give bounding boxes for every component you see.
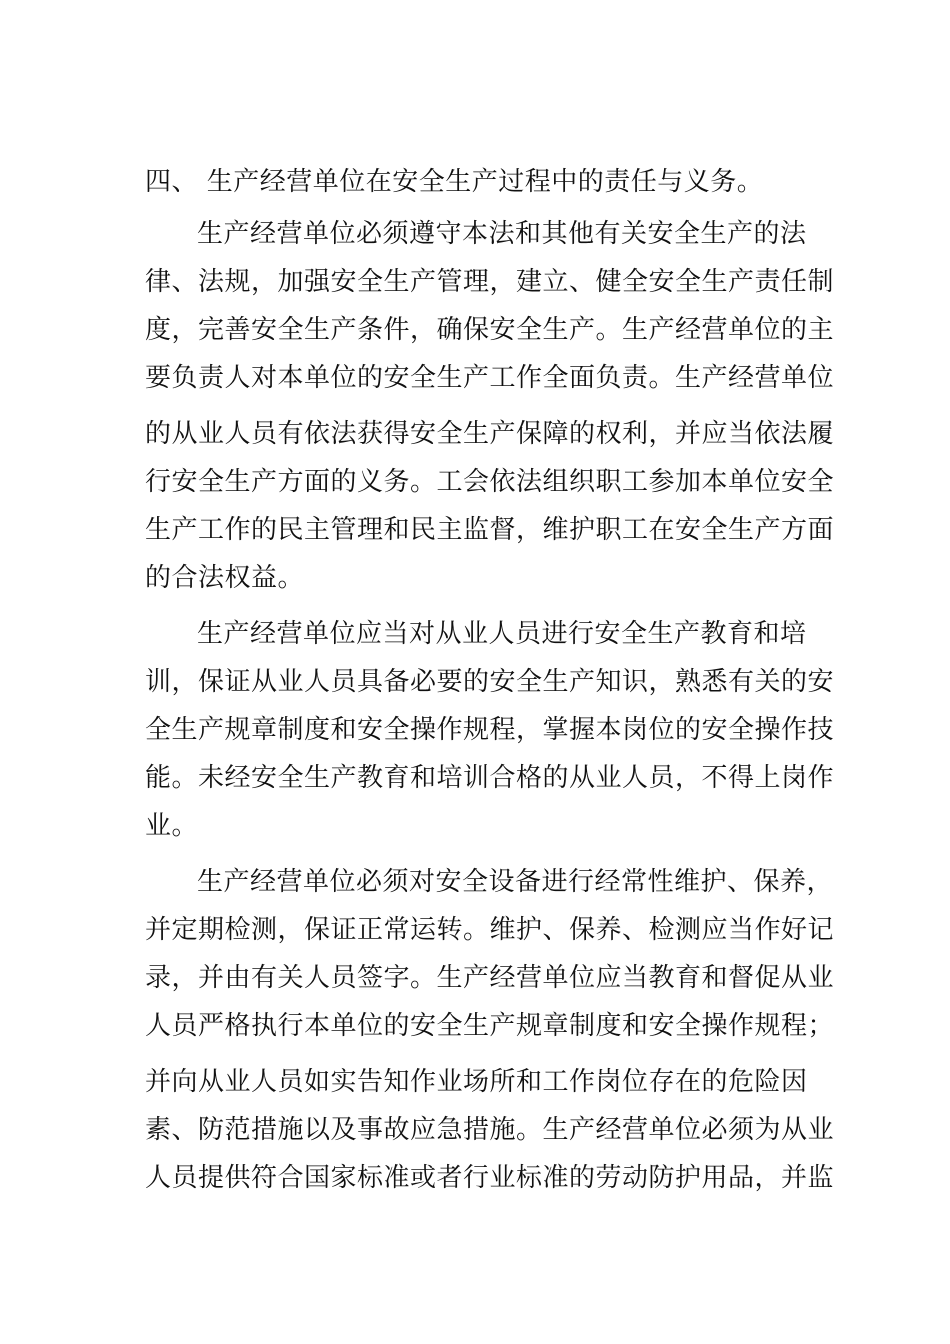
paragraph-2-line-1: 生产经营单位应当对从业人员进行安全生产教育和培: [197, 619, 807, 649]
paragraph-2-line-5: 业。: [145, 811, 199, 841]
section-heading: 四、 生产经营单位在安全生产过程中的责任与义务。: [145, 167, 764, 197]
paragraph-2-line-4: 能。未经安全生产教育和培训合格的从业人员，不得上岗作: [145, 763, 835, 793]
paragraph-2-line-3: 全生产规章制度和安全操作规程，掌握本岗位的安全操作技: [145, 715, 835, 745]
paragraph-1-line-8: 的合法权益。: [145, 563, 305, 593]
paragraph-1-line-2: 律、法规，加强安全生产管理，建立、健全安全生产责任制: [145, 267, 835, 297]
paragraph-3-line-4: 人员严格执行本单位的安全生产规章制度和安全操作规程；: [145, 1011, 835, 1041]
paragraph-1-line-1: 生产经营单位必须遵守本法和其他有关安全生产的法: [197, 219, 807, 249]
paragraph-1-line-7: 生产工作的民主管理和民主监督，维护职工在安全生产方面: [145, 515, 835, 545]
paragraph-1-line-4: 要负责人对本单位的安全生产工作全面负责。生产经营单位: [145, 363, 835, 393]
paragraph-3-line-5: 并向从业人员如实告知作业场所和工作岗位存在的危险因: [145, 1067, 808, 1097]
paragraph-3-line-1: 生产经营单位必须对安全设备进行经常性维护、保养，: [197, 867, 834, 897]
paragraph-3-line-6: 素、防范措施以及事故应急措施。生产经营单位必须为从业: [145, 1115, 835, 1145]
paragraph-3-line-3: 录，并由有关人员签字。生产经营单位应当教育和督促从业: [145, 963, 835, 993]
paragraph-1-line-5: 的从业人员有依法获得安全生产保障的权利，并应当依法履: [145, 419, 835, 449]
paragraph-1-line-3: 度，完善安全生产条件，确保安全生产。生产经营单位的主: [145, 315, 835, 345]
paragraph-3-line-7: 人员提供符合国家标准或者行业标准的劳动防护用品，并监: [145, 1163, 835, 1193]
paragraph-2-line-2: 训，保证从业人员具备必要的安全生产知识，熟悉有关的安: [145, 667, 835, 697]
paragraph-1-line-6: 行安全生产方面的义务。工会依法组织职工参加本单位安全: [145, 467, 835, 497]
paragraph-3-line-2: 并定期检测，保证正常运转。维护、保养、检测应当作好记: [145, 915, 835, 945]
